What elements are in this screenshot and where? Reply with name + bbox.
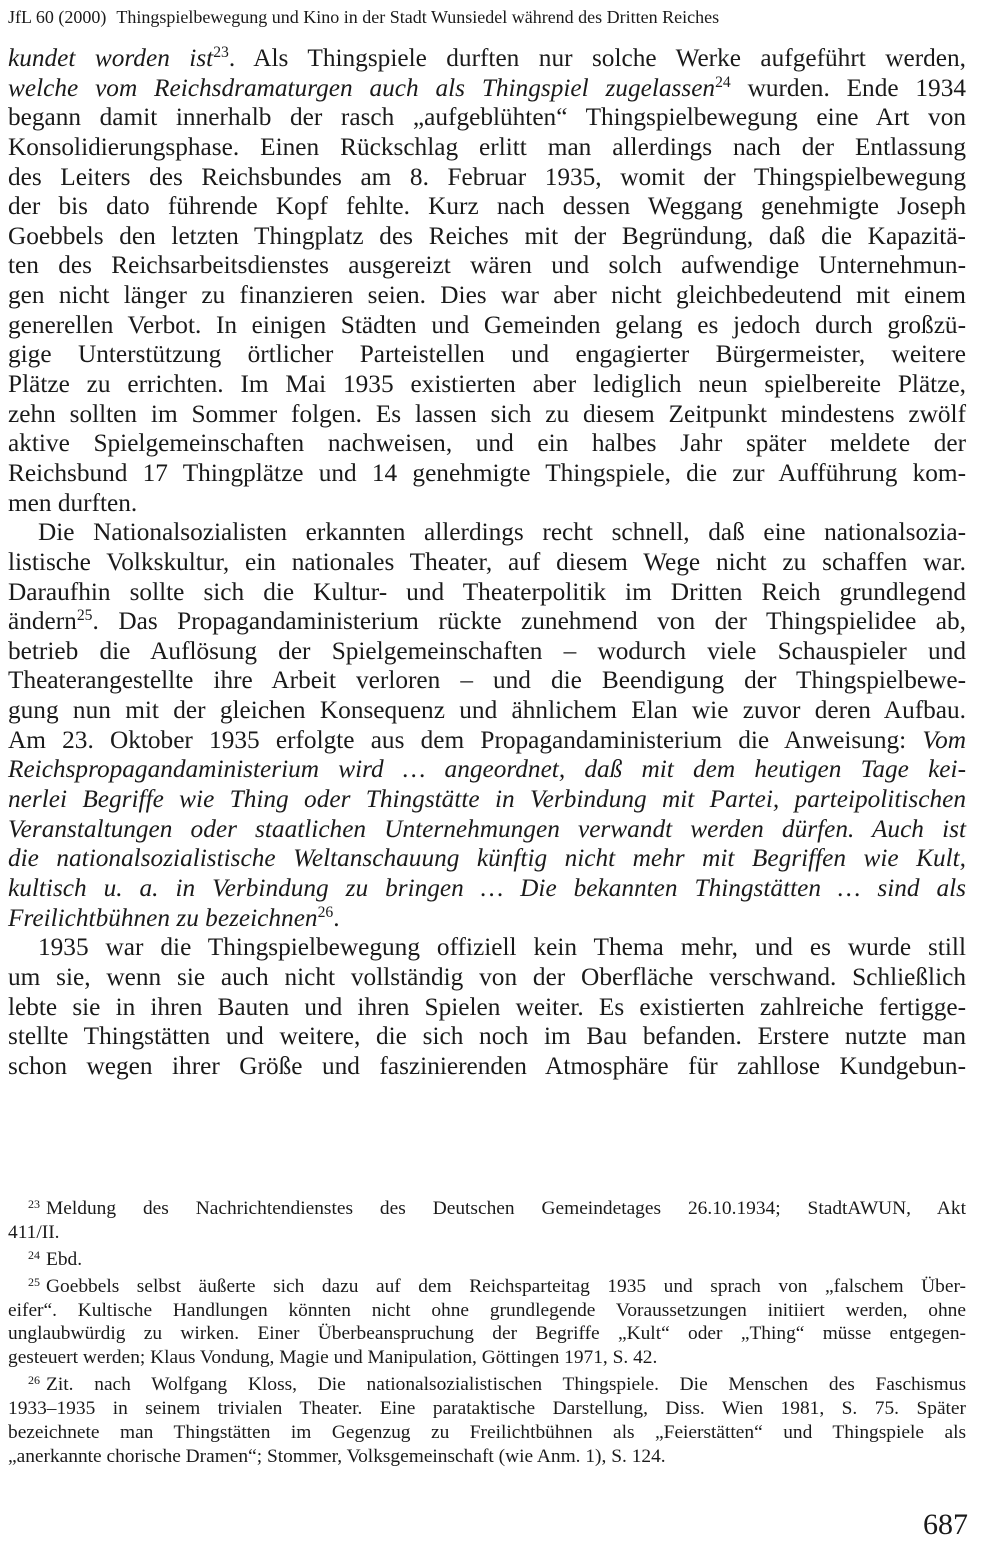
text-line	[8, 281, 966, 311]
text-run: gige Unterstützung örtlicher Parteistellen und engagierter Bürgermeister, weitere	[8, 340, 966, 369]
text-run: Theaterangestellte ihre Arbeit verloren – und die Beendigung der Thingspielbewe-	[8, 666, 966, 695]
italic-text: nerlei Begriffe wie Thing oder Thingstätte in Verbindung mit Partei, parteipolitischen	[8, 785, 966, 814]
text-run: gung nun mit der gleichen Konsequenz und ähnlichem Elan wie zuvor deren Aufbau.	[8, 696, 966, 725]
text-run: .	[333, 903, 340, 932]
text-line	[8, 666, 966, 696]
footnote-line	[8, 1397, 966, 1421]
text-line	[8, 489, 966, 519]
running-header	[8, 6, 988, 28]
text-run: begann damit innerhalb der rasch „aufgeblühten“ Thingspielbewegung eine Art von	[8, 103, 966, 132]
text-line	[8, 518, 966, 548]
text-run: Reichsbund 17 Thingplätze und 14 genehmigte Thingspiele, die zur Aufführung kom-	[8, 458, 966, 487]
text-line	[8, 311, 966, 341]
text-run: generellen Verbot. In einigen Städten und Gemeinden gelang es jedoch durch großzü-	[8, 310, 966, 339]
text-line	[8, 163, 966, 193]
text-run: Die Nationalsozialisten erkannten allerdings recht schnell, daß eine nationalsozia-	[38, 518, 966, 547]
text-line	[8, 993, 966, 1023]
text-run: Daraufhin sollte sich die Kultur- und Theaterpolitik im Dritten Reich grundlegend	[8, 577, 966, 606]
footnote-number: 25	[28, 1274, 41, 1289]
text-line	[8, 696, 966, 726]
text-run: listische Volkskultur, ein nationales Theater, auf diesem Wege nicht zu schaffen war.	[8, 547, 966, 576]
text-run: Goebbels den letzten Thingplatz des Reiches mit der Begründung, daß die Kapazitä-	[8, 221, 966, 250]
text-line	[8, 74, 966, 104]
text-run: wurden. Ende 1934	[730, 73, 966, 102]
text-line	[8, 459, 966, 489]
footnote-text: 1933–1935 in seinem trivialen Theater. Eine parataktische Darstellung, Diss. Wien 1981, S. 75. Später	[8, 1398, 966, 1420]
text-line	[8, 578, 966, 608]
footnote-text: Ebd.	[46, 1248, 83, 1270]
text-line	[8, 755, 966, 785]
footnote-number: 24	[28, 1247, 41, 1262]
footnote-text: 411/II.	[8, 1221, 60, 1243]
footnote-reference: 24	[715, 73, 731, 91]
text-line	[8, 785, 966, 815]
text-run: Plätze zu errichten. Im Mai 1935 existierten aber lediglich neun spielbereite Plätze,	[8, 370, 966, 399]
footnote	[8, 1373, 966, 1469]
text-line	[8, 1052, 966, 1082]
italic-text: welche vom Reichsdramaturgen auch als Thingspiel zugelassen	[8, 73, 716, 102]
body-text	[8, 44, 966, 1081]
footnote-line	[8, 1346, 966, 1370]
text-run: 1935 war die Thingspielbewegung offiziell kein Thema mehr, und es wurde still	[38, 933, 966, 962]
text-line	[8, 429, 966, 459]
text-run: zehn sollten im Sommer folgen. Es lassen sich zu diesem Zeitpunkt mindestens zwölf	[8, 399, 966, 428]
text-run: ändern	[8, 607, 77, 636]
text-line	[8, 370, 966, 400]
text-run: Am 23. Oktober 1935 erfolgte aus dem Propagandaministerium die Anweisung:	[8, 725, 923, 754]
footnotes	[8, 1197, 966, 1469]
text-line	[8, 904, 966, 934]
footnote-line	[8, 1421, 966, 1445]
text-line	[8, 103, 966, 133]
text-line	[8, 44, 966, 74]
footnote-line	[8, 1445, 966, 1469]
text-run: um sie, wenn sie auch nicht vollständig von der Oberfläche verschwand. Schließlich	[8, 962, 966, 991]
footnote-line	[8, 1248, 966, 1272]
text-run: betrieb die Auflösung der Spielgemeinschaften – wodurch viele Schauspieler und	[8, 636, 966, 665]
text-run: schon wegen ihrer Größe und faszinierenden Atmosphäre für zahllose Kundgebun-	[8, 1051, 966, 1080]
text-line	[8, 607, 966, 637]
footnote-number: 26	[28, 1373, 41, 1388]
footnote-line	[8, 1197, 966, 1221]
italic-text: Vom	[922, 725, 966, 754]
text-run: der bis dato führende Kopf fehlte. Kurz nach dessen Weggang genehmigte Joseph	[8, 192, 966, 221]
text-run: stellte Thingstätten und weitere, die sich noch im Bau befanden. Erstere nutzte man	[8, 1022, 966, 1051]
text-line	[8, 815, 966, 845]
text-run: lebte sie in ihren Bauten und ihren Spielen weiter. Es existierten zahlreiche fertigge-	[8, 992, 966, 1021]
italic-text: Veranstaltungen oder staatlichen Unternehmungen verwandt werden dürfen. Auch ist	[8, 814, 966, 843]
footnote-reference: 25	[76, 607, 93, 625]
text-run: . Als Thingspiele durften nur solche Werke aufgeführt werden,	[228, 44, 967, 72]
text-line	[8, 133, 966, 163]
text-line	[8, 340, 966, 370]
footnote	[8, 1248, 966, 1272]
text-run: Konsolidierungsphase. Einen Rückschlag erlitt man allerdings nach der Entlassung	[8, 132, 966, 161]
text-line	[8, 933, 966, 963]
text-line	[8, 192, 966, 222]
footnote-text: „anerkannte chorische Dramen“; Stommer, Volksgemeinschaft (wie Anm. 1), S. 124.	[8, 1445, 666, 1467]
italic-text: Freilichtbühnen zu bezeichnen	[8, 903, 318, 932]
footnote	[8, 1275, 966, 1371]
footnote-text: Meldung des Nachrichtendienstes des Deutschen Gemeindetages 26.10.1934; StadtAWUN, Akt	[46, 1198, 966, 1219]
footnote-text: eifer“. Kultische Handlungen könnten nicht ohne grundlegende Voraussetzungen initiiert werden, ohne	[8, 1299, 966, 1321]
text-run: des Leiters des Reichsbundes am 8. Februar 1935, womit der Thingspielbewegung	[8, 162, 966, 191]
running-title: Thingspielbewegung und Kino in der Stadt Wunsiedel während des Dritten Reiches	[116, 7, 720, 27]
text-line	[8, 637, 966, 667]
footnote-line	[8, 1275, 966, 1299]
italic-text: kultisch u. a. in Verbindung zu bringen … Die bekannten Thingstätten … sind als	[8, 873, 966, 902]
footnote-line	[8, 1322, 966, 1346]
footnote-line	[8, 1299, 966, 1323]
footnote-line	[8, 1221, 966, 1245]
text-line	[8, 844, 966, 874]
text-run: aktive Spielgemeinschaften nachweisen, und ein halbes Jahr später meldete der	[8, 429, 966, 458]
italic-text: die nationalsozialistische Weltanschauung künftig nicht mehr mit Begriffen wie Kult,	[8, 844, 966, 873]
text-line	[8, 963, 966, 993]
text-run: ten des Reichsarbeitsdienstes ausgereizt wären und solch aufwendige Unternehmun-	[8, 251, 966, 280]
footnote-reference: 26	[317, 903, 334, 921]
text-line	[8, 1022, 966, 1052]
text-line	[8, 400, 966, 430]
footnote-line	[8, 1373, 966, 1397]
journal-reference: JfL 60 (2000)	[8, 7, 107, 27]
footnote-text: bezeichnete man Thingstätten im Gegenzug zu Freilichtbühnen als „Feierstätten“ und Thingspiele als	[8, 1422, 966, 1444]
footnote-number: 23	[28, 1197, 41, 1211]
text-line	[8, 548, 966, 578]
footnote-text: unglaubwürdig zu wirken. Einer Überbeanspruchung der Begriffe „Kult“ oder „Thing“ müsse entgegen-	[8, 1323, 966, 1345]
text-run: gen nicht länger zu finanzieren seien. Dies war aber nicht gleichbedeutend mit einem	[8, 281, 966, 310]
footnote-reference: 23	[213, 44, 229, 61]
text-line	[8, 726, 966, 756]
italic-text: Reichspropagandaministerium wird … angeordnet, daß mit dem heutigen Tage kei-	[8, 755, 966, 784]
italic-text: kundet worden ist	[8, 44, 214, 72]
text-line	[8, 222, 966, 252]
footnote-text: gesteuert werden; Klaus Vondung, Magie und Manipulation, Göttingen 1971, S. 42.	[8, 1347, 658, 1369]
footnote-text: Goebbels selbst äußerte sich dazu auf dem Reichsparteitag 1935 und sprach von „falschem Über-	[46, 1275, 966, 1297]
footnote-text: Zit. nach Wolfgang Kloss, Die nationalsozialistischen Thingspiele. Die Menschen des Faschismus	[46, 1374, 966, 1396]
page-number: 687	[923, 1508, 968, 1541]
text-line	[8, 251, 966, 281]
footnote	[8, 1197, 966, 1245]
text-run: men durften.	[8, 488, 138, 517]
text-line	[8, 874, 966, 904]
text-run: . Das Propagandaministerium rückte zunehmend von der Thingspielidee ab,	[92, 607, 966, 636]
